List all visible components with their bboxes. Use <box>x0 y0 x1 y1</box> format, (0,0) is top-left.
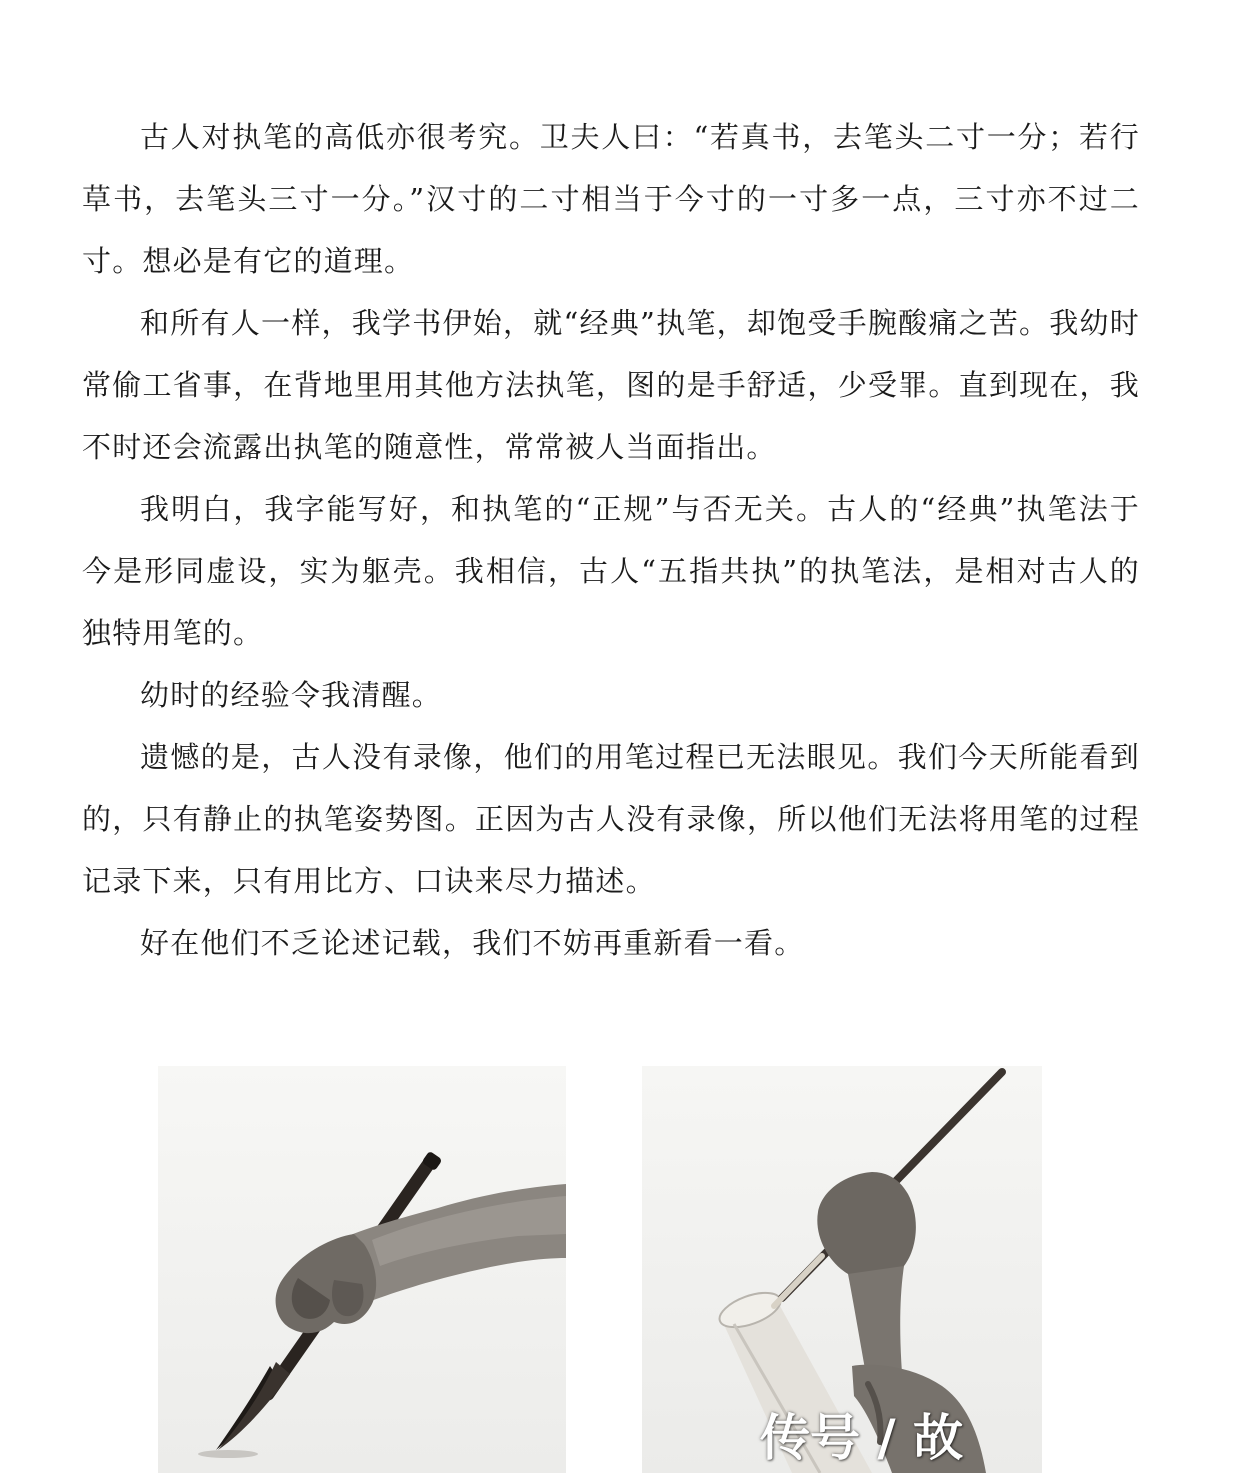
paragraph-4: 幼时的经验令我清醒。 <box>140 678 443 712</box>
paragraph-2: 和所有人一样，我学书伊始，就“经典”执笔，却饱受手腕酸痛之苦。我幼时常偷工省事，在背地里用其他方法执笔，图的是手舒适，少受罪。直到现在，我不时还会流露出执笔的随意性，常常被人当面指出。 <box>82 306 1140 464</box>
paragraph-1: 古人对执笔的高低亦很考究。卫夫人曰：“若真书，去笔头二寸一分；若行草书，去笔头三寸一分。”汉寸的二寸相当于今寸的一寸多一点，三寸亦不过二寸。想必是有它的道理。 <box>82 120 1140 278</box>
article-body <box>82 106 1140 974</box>
brush-grip-illustration-left <box>158 1066 566 1473</box>
paragraph-3: 我明白，我字能写好，和执笔的“正规”与否无关。古人的“经典”执笔法于今是形同虚设，实为躯壳。我相信，古人“五指共执”的执笔法，是相对古人的独特用笔的。 <box>82 492 1140 650</box>
photo-hand-holding-brush-pointing-down <box>158 1066 566 1473</box>
paragraph-6: 好在他们不乏论述记载，我们不妨再重新看一看。 <box>140 926 805 960</box>
paragraph-5: 遗憾的是，古人没有录像，他们的用笔过程已无法眼见。我们今天所能看到的，只有静止的执笔姿势图。正因为古人没有录像，所以他们无法将用笔的过程记录下来，只有用比方、口诀来尽力描述。 <box>82 740 1140 898</box>
watermark-text: 传号 / 故 <box>760 1409 964 1467</box>
